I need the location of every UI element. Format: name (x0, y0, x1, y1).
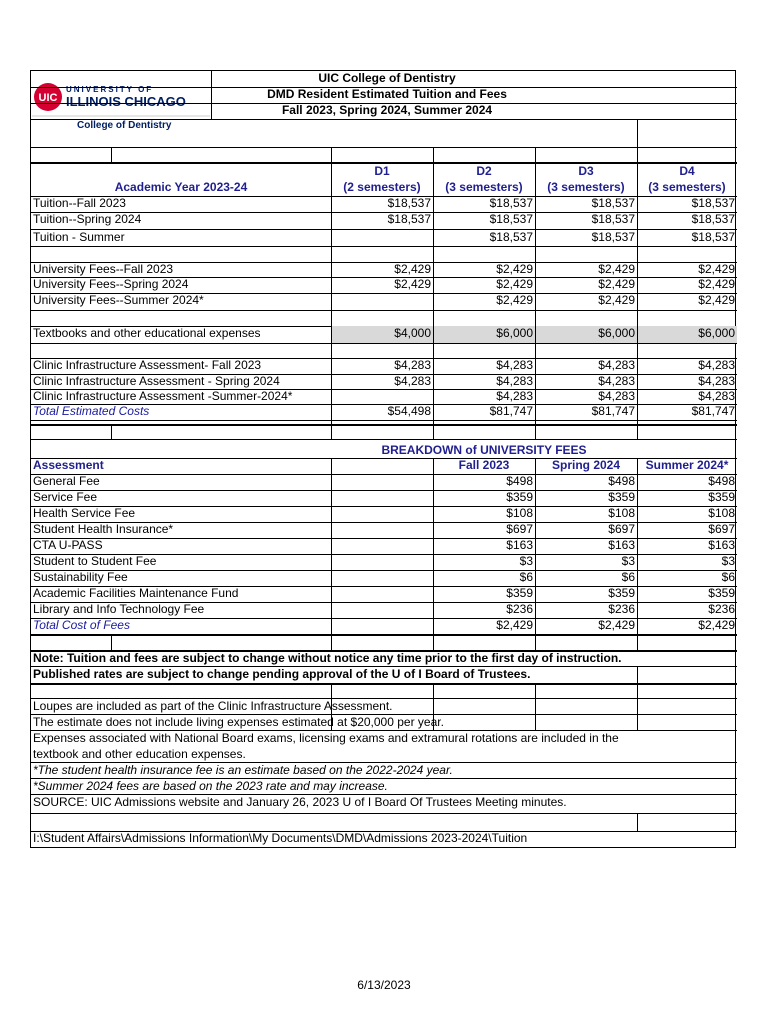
fees-row-value: $697 (708, 522, 735, 536)
row-divider (31, 439, 737, 440)
column-divider (535, 683, 536, 698)
year-row-value: $81,747 (591, 404, 635, 418)
year-row-value: $4,283 (598, 358, 635, 372)
note-health-insurance: *The student health insurance fee is an estimate based on the 2022-2024 year. (33, 763, 453, 777)
fees-row-value: $6 (621, 570, 635, 584)
year-row-value: $18,537 (387, 196, 431, 210)
fees-row-value: $108 (608, 506, 635, 520)
column-semesters-d4: (3 semesters) (648, 180, 726, 194)
year-row-value: $2,429 (496, 262, 533, 276)
fees-column-header: Spring 2024 (551, 458, 621, 472)
fees-row-value: $3 (621, 554, 635, 568)
row-divider (31, 246, 737, 247)
column-divider (433, 634, 434, 650)
fees-row-value: $236 (608, 602, 635, 616)
column-header-d4: D4 (679, 164, 695, 178)
year-row-value: $18,537 (691, 196, 735, 210)
fees-row-value: $3 (721, 554, 735, 568)
fees-row-label: Service Fee (33, 490, 98, 504)
column-divider (535, 714, 536, 730)
fees-row-label: Student Health Insurance* (33, 522, 174, 536)
year-row-value: $4,283 (394, 358, 431, 372)
assessment-header: Assessment (33, 458, 104, 472)
row-divider (31, 343, 737, 344)
column-divider (433, 424, 434, 439)
year-row-label: Tuition - Summer (33, 230, 125, 244)
fees-row-label: CTA U-PASS (33, 538, 103, 552)
year-row-label: University Fees--Summer 2024* (33, 293, 204, 307)
year-row-label: Total Estimated Costs (33, 404, 150, 418)
note-living-expenses: The estimate does not include living expenses estimated at $20,000 per year. (33, 715, 444, 729)
column-semesters-d1: (2 semesters) (343, 180, 421, 194)
fees-row-label: General Fee (33, 474, 100, 488)
year-row-value: $18,537 (591, 212, 635, 226)
column-divider (535, 698, 536, 714)
column-header-d1: D1 (374, 164, 390, 178)
year-row-value: $4,283 (598, 374, 635, 388)
column-divider (637, 683, 638, 698)
column-semesters-d3: (3 semesters) (547, 180, 625, 194)
fees-row-value: $2,429 (598, 618, 635, 632)
year-row-label: University Fees--Fall 2023 (33, 262, 174, 276)
column-divider (331, 698, 332, 714)
fees-row-value: $236 (506, 602, 533, 616)
note-board-exams-2: textbook and other education expenses. (33, 747, 246, 761)
fees-row-value: $108 (506, 506, 533, 520)
year-row-value: $18,537 (387, 212, 431, 226)
footer-date: 6/13/2023 (357, 978, 411, 992)
year-row-label: Textbooks and other educational expenses (33, 326, 261, 340)
year-row-value: $54,498 (387, 404, 431, 418)
fees-table-title: BREAKDOWN of UNIVERSITY FEES (381, 443, 587, 457)
fees-row-value: $498 (608, 474, 635, 488)
row-divider (31, 424, 737, 426)
fees-row-value: $359 (506, 586, 533, 600)
fees-row-label: Library and Info Technology Fee (33, 602, 205, 616)
year-row-value: $2,429 (394, 262, 431, 276)
fees-row-value: $163 (708, 538, 735, 552)
year-row-value: $2,429 (598, 262, 635, 276)
note-bold-2: Published rates are subject to change pending approval of the U of I Board of Trustees. (33, 667, 531, 681)
note-file-path: I:\Student Affairs\Admissions Information\My Documents\DMD\Admissions 2023-2024\Tuition (33, 831, 528, 845)
column-header-d3: D3 (578, 164, 594, 178)
column-divider (331, 458, 332, 634)
fees-row-label: Health Service Fee (33, 506, 136, 520)
column-divider (637, 813, 638, 831)
fees-row-value: $359 (708, 586, 735, 600)
year-row-label: Tuition--Fall 2023 (33, 196, 126, 210)
fees-row-value: $108 (708, 506, 735, 520)
column-divider (433, 698, 434, 714)
column-divider (331, 714, 332, 730)
row-divider (31, 119, 737, 120)
year-row-value: $18,537 (691, 212, 735, 226)
year-row-value: $18,537 (591, 196, 635, 210)
logo-subtitle: College of Dentistry (77, 120, 172, 131)
fees-row-value: $6 (721, 570, 735, 584)
year-row-value: $4,283 (496, 358, 533, 372)
logo-line1: UNIVERSITY OF (66, 85, 154, 94)
fees-row-value: $163 (608, 538, 635, 552)
year-row-value: $4,283 (698, 389, 735, 403)
column-divider (637, 666, 638, 683)
column-divider (637, 698, 638, 714)
fees-row-value: $359 (506, 490, 533, 504)
year-row-value: $4,283 (698, 358, 735, 372)
fees-column-header: Summer 2024* (645, 458, 729, 472)
column-divider (111, 634, 112, 650)
fees-row-label: Sustainability Fee (33, 570, 128, 584)
note-loupes: Loupes are included as part of the Clinic Infrastructure Assessment. (33, 699, 393, 713)
column-divider (433, 683, 434, 698)
year-row-value: $2,429 (394, 277, 431, 291)
year-row-value: $4,283 (496, 374, 533, 388)
fees-row-value: $163 (506, 538, 533, 552)
row-divider (31, 683, 737, 685)
fees-row-value: $236 (708, 602, 735, 616)
year-row-value: $18,537 (489, 230, 533, 244)
year-row-value: $4,283 (598, 389, 635, 403)
year-row-label: Clinic Infrastructure Assessment -Summer-2024* (33, 389, 293, 403)
fees-row-value: $6 (519, 570, 533, 584)
year-row-value: $4,283 (394, 374, 431, 388)
fees-row-value: $359 (608, 586, 635, 600)
note-bold-1: Note: Tuition and fees are subject to change without notice any time prior to the first day of instruction. (33, 651, 622, 665)
header-title: UIC College of Dentistry (318, 71, 456, 85)
year-row-value: $6,000 (698, 326, 735, 340)
column-divider (637, 424, 638, 439)
year-row-value: $6,000 (496, 326, 533, 340)
column-divider (111, 424, 112, 439)
logo-line2: ILLINOIS CHICAGO (66, 94, 186, 109)
fees-row-value: $3 (519, 554, 533, 568)
row-divider (31, 813, 737, 814)
year-row-value: $18,537 (691, 230, 735, 244)
header-subtitle: DMD Resident Estimated Tuition and Fees (267, 87, 507, 101)
year-row-value: $18,537 (591, 230, 635, 244)
header-terms: Fall 2023, Spring 2024, Summer 2024 (281, 103, 493, 117)
column-divider (637, 634, 638, 650)
year-row-label: Tuition--Spring 2024 (33, 212, 142, 226)
column-divider (433, 714, 434, 730)
fees-row-value: $498 (708, 474, 735, 488)
row-divider (31, 310, 737, 311)
year-row-value: $81,747 (489, 404, 533, 418)
fees-row-value: $697 (608, 522, 635, 536)
column-divider (535, 424, 536, 439)
fees-row-value: $359 (708, 490, 735, 504)
year-row-value: $4,283 (698, 374, 735, 388)
note-source: SOURCE: UIC Admissions website and January 26, 2023 U of I Board Of Trustees Meeting minutes. (33, 795, 567, 809)
year-row-value: $2,429 (698, 277, 735, 291)
year-row-value: $18,537 (489, 196, 533, 210)
year-row-value: $18,537 (489, 212, 533, 226)
fees-row-label: Total Cost of Fees (33, 618, 130, 632)
year-row-label: Clinic Infrastructure Assessment- Fall 2023 (33, 358, 262, 372)
academic-year-label: Academic Year 2023-24 (114, 180, 248, 194)
row-divider (31, 420, 737, 421)
fees-row-label: Academic Facilities Maintenance Fund (33, 586, 239, 600)
year-row-label: Clinic Infrastructure Assessment - Spring 2024 (33, 374, 280, 388)
note-summer-fees: *Summer 2024 fees are based on the 2023 rate and may increase. (33, 779, 388, 793)
column-divider (637, 714, 638, 730)
year-row-value: $4,283 (496, 389, 533, 403)
fees-row-value: $359 (608, 490, 635, 504)
fees-row-value: $498 (506, 474, 533, 488)
row-divider (31, 634, 737, 636)
year-row-value: $81,747 (691, 404, 735, 418)
fees-row-label: Student to Student Fee (33, 554, 157, 568)
column-divider (111, 147, 112, 162)
column-header-d2: D2 (476, 164, 492, 178)
year-row-value: $2,429 (496, 293, 533, 307)
year-row-value: $2,429 (598, 277, 635, 291)
fees-row-value: $697 (506, 522, 533, 536)
tuition-sheet (30, 70, 736, 848)
column-divider (535, 634, 536, 650)
note-board-exams: Expenses associated with National Board exams, licensing exams and extramural rotations are included in the (33, 731, 619, 745)
year-row-value: $2,429 (598, 293, 635, 307)
fees-column-header: Fall 2023 (458, 458, 510, 472)
fees-row-value: $2,429 (496, 618, 533, 632)
column-semesters-d2: (3 semesters) (445, 180, 523, 194)
year-row-label: University Fees--Spring 2024 (33, 277, 189, 291)
year-row-value: $2,429 (698, 293, 735, 307)
year-row-value: $2,429 (698, 262, 735, 276)
row-divider (31, 147, 737, 148)
column-divider (331, 634, 332, 650)
logo-badge-text: UIC (38, 92, 58, 104)
fees-row-value: $2,429 (698, 618, 735, 632)
year-row-value: $6,000 (598, 326, 635, 340)
year-row-value: $2,429 (496, 277, 533, 291)
year-row-value: $4,000 (394, 326, 431, 340)
column-divider (331, 683, 332, 698)
column-divider (331, 424, 332, 439)
